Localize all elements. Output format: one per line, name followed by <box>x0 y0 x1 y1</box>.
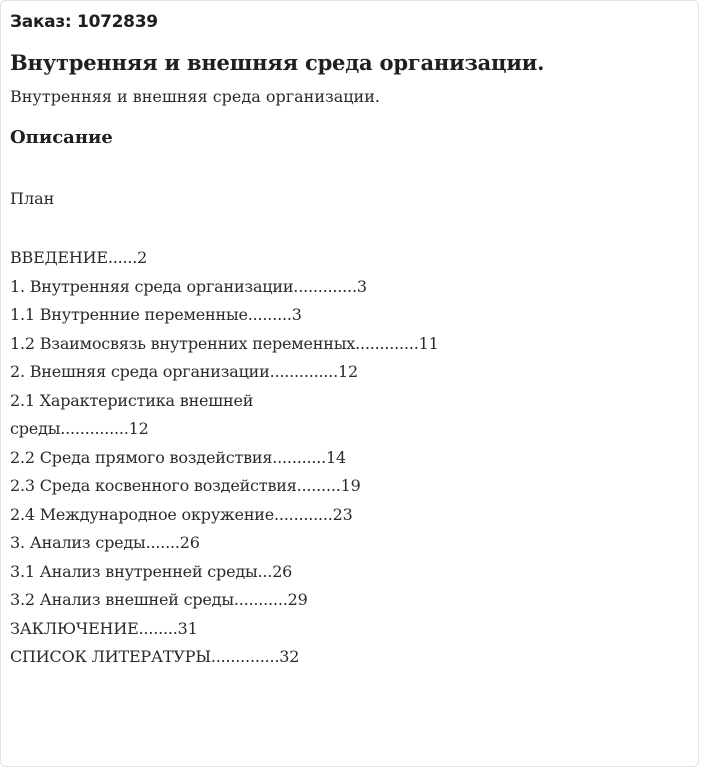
toc-item: 1.1 Внутренние переменные.........3 <box>10 305 302 324</box>
toc-item: 2.4 Международное окружение............23 <box>10 504 353 524</box>
toc-item: СПИСОК ЛИТЕРАТУРЫ..............32 <box>10 647 300 666</box>
toc-item: 2.1 Характеристика внешней <box>10 390 254 410</box>
document-title: Внутренняя и внешняя среда организации. <box>10 50 545 75</box>
plan-label: План <box>10 189 55 208</box>
toc-item: 3.1 Анализ внутренней среды...26 <box>10 561 293 581</box>
toc-item: ЗАКЛЮЧЕНИЕ........31 <box>10 618 198 638</box>
toc-item: 2.3 Среда косвенного воздействия.........19 <box>10 476 361 495</box>
order-number: Заказ: 1072839 <box>10 12 158 32</box>
table-of-contents <box>10 244 689 672</box>
toc-item: 2. Внешняя среда организации..............12 <box>10 362 358 381</box>
toc-item: 3. Анализ среды.......26 <box>10 533 200 552</box>
description-heading: Описание <box>10 127 113 148</box>
toc-item: 1. Внутренняя среда организации.............3 <box>10 276 367 296</box>
document-subtitle: Внутренняя и внешняя среда организации. <box>10 87 380 106</box>
toc-item: среды..............12 <box>10 419 149 438</box>
toc-item: ВВЕДЕНИЕ......2 <box>10 248 148 267</box>
toc-item: 2.2 Среда прямого воздействия...........14 <box>10 447 346 467</box>
toc-item: 1.2 Взаимосвязь внутренних переменных.............11 <box>10 333 439 353</box>
toc-item: 3.2 Анализ внешней среды...........29 <box>10 590 308 609</box>
